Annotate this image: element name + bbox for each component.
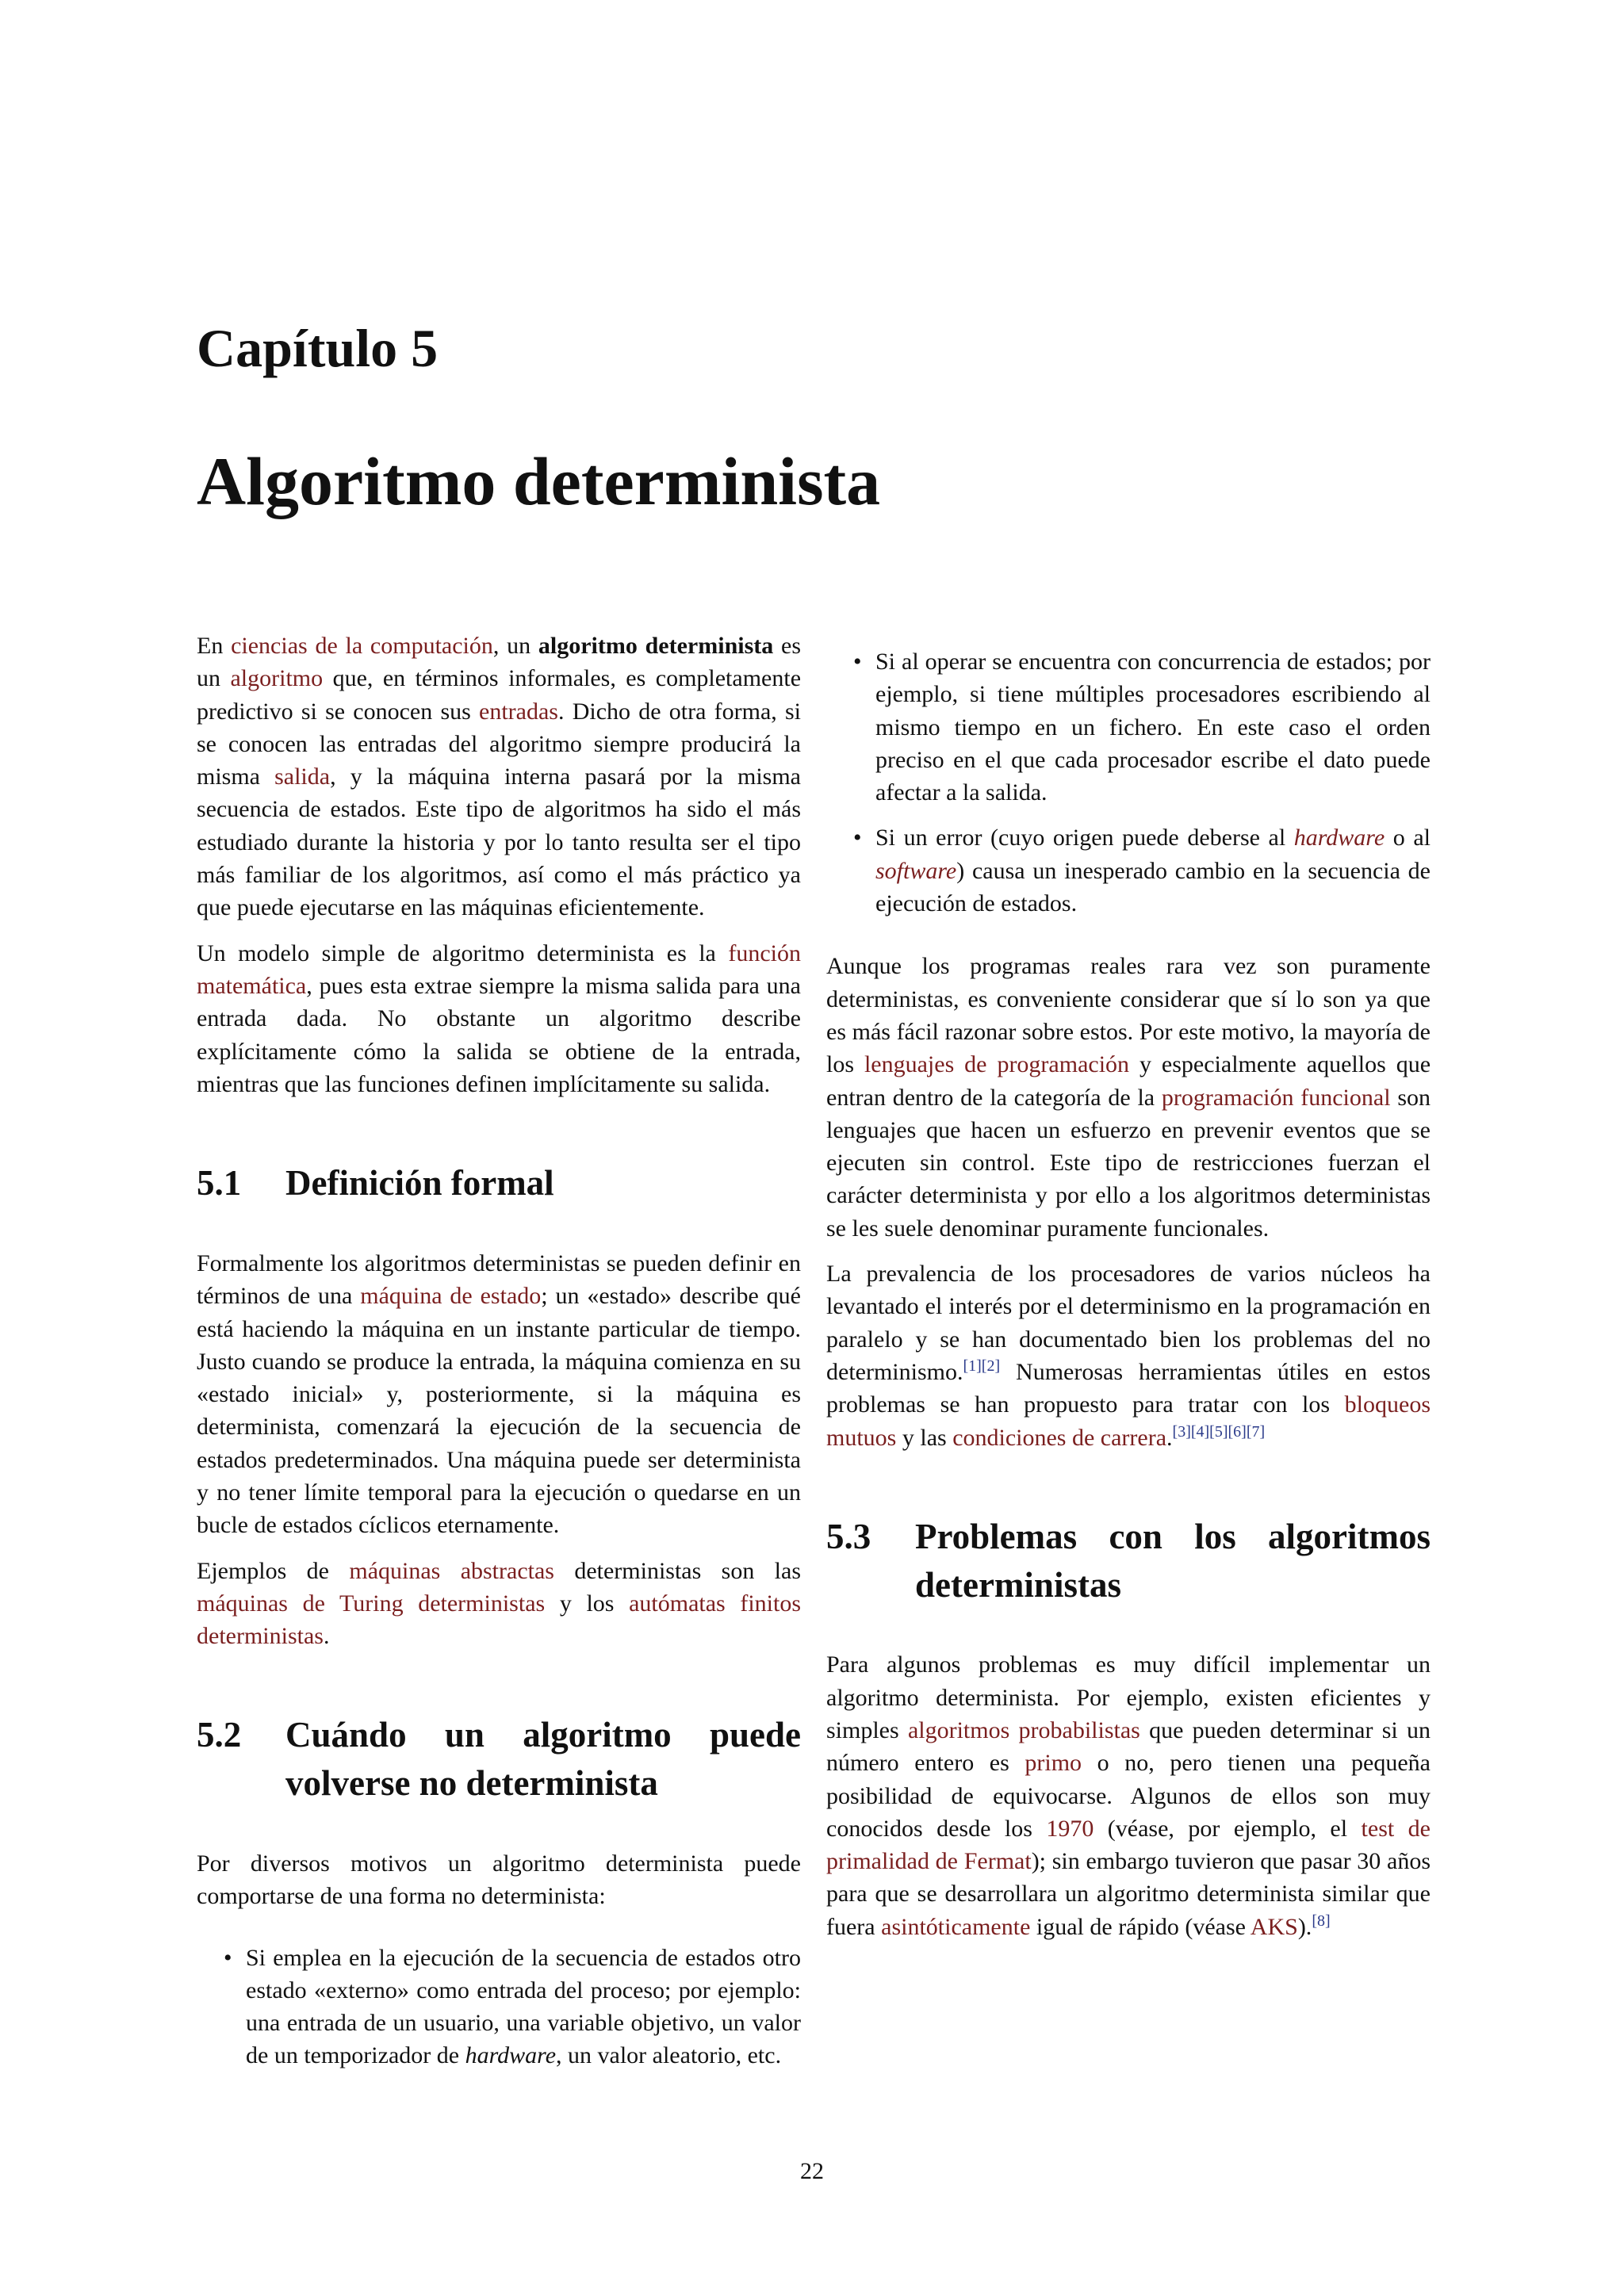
section-title: Definición formal bbox=[285, 1163, 554, 1203]
link-software[interactable]: software bbox=[875, 857, 957, 884]
link-lenguajes-programacion[interactable]: lenguajes de programación bbox=[864, 1051, 1130, 1078]
link-test-fermat[interactable]: test de primalidad de Fermat bbox=[826, 1815, 1431, 1875]
text: . Dicho de otra forma, si se conocen las entradas del algoritmo siempre producirá la misma bbox=[197, 698, 801, 790]
section-5-2-paragraph-1: Por diversos motivos un algoritmo determinista puede comportarse de una forma no determinista: bbox=[197, 1850, 801, 1910]
section-5-2-paragraph-2 bbox=[826, 950, 1431, 1245]
link-ciencias-computacion[interactable]: ciencias de la computación bbox=[231, 633, 493, 659]
text: que, en términos informales, es completamente predictivo si se conocen sus bbox=[197, 665, 802, 725]
text: o al bbox=[1385, 825, 1431, 851]
chapter-label: Capítulo 5 bbox=[197, 318, 439, 378]
text: Formalmente los algoritmos deterministas se pueden definir en términos de una bbox=[197, 1249, 801, 1310]
section-5-3-paragraph-1 bbox=[826, 1648, 1431, 1943]
text: ). bbox=[1297, 1913, 1312, 1940]
text: , un bbox=[492, 633, 538, 659]
text: . bbox=[1166, 1424, 1173, 1451]
text: que pueden determinar si un número entero es bbox=[826, 1716, 1431, 1777]
text: La prevalencia de los procesadores de varios núcleos ha levantado el interés por el determinismo en la programación en paralelo y se han documentado bien los problemas del no determinismo. bbox=[826, 1261, 1431, 1385]
text: es un bbox=[197, 633, 802, 692]
text: y los bbox=[545, 1590, 630, 1617]
bullet-list-part-1 bbox=[197, 1942, 801, 2072]
link-funcion-matematica[interactable]: función matemática bbox=[197, 939, 801, 999]
section-heading-5-2 bbox=[197, 1711, 801, 1808]
text: Numerosas herramientas útiles en estos problemas se han propuesto para tratar con los bbox=[826, 1358, 1431, 1418]
text: Si emplea en la ejecución de la secuencia de estados otro estado «externo» como entrada del proceso; por ejemplo: una entrada de un usuario, una variable objetivo, un valor de un temporizador de bbox=[246, 1944, 801, 2069]
link-1970[interactable]: 1970 bbox=[1046, 1815, 1094, 1842]
section-heading-5-3 bbox=[826, 1513, 1431, 1609]
section-title: Cuándo un algoritmo puede volverse no determinista bbox=[285, 1715, 801, 1804]
page-number: 22 bbox=[800, 2158, 824, 2184]
list-item bbox=[197, 1942, 801, 2072]
section-title: Problemas con los algoritmos deterministas bbox=[915, 1516, 1431, 1605]
link-maquinas-turing[interactable]: máquinas de Turing deterministas bbox=[197, 1590, 546, 1617]
left-column bbox=[197, 629, 801, 2103]
list-item bbox=[826, 821, 1431, 920]
text: igual de rápido (véase bbox=[1030, 1913, 1251, 1940]
text: Ejemplos de bbox=[197, 1557, 350, 1584]
text: . bbox=[323, 1623, 330, 1650]
reference-3-7[interactable]: [3][4][5][6][7] bbox=[1172, 1422, 1266, 1441]
link-hardware[interactable]: hardware bbox=[1293, 825, 1385, 851]
link-algoritmos-probabilistas[interactable]: algoritmos probabilistas bbox=[907, 1716, 1140, 1743]
section-5-2-paragraph-3 bbox=[826, 1257, 1431, 1454]
text: ) causa un inesperado cambio en la secuencia de ejecución de estados. bbox=[875, 857, 1431, 917]
link-programacion-funcional[interactable]: programación funcional bbox=[1161, 1084, 1391, 1111]
section-number: 5.2 bbox=[197, 1715, 242, 1755]
link-algoritmo[interactable]: algoritmo bbox=[230, 665, 324, 692]
link-salida[interactable]: salida bbox=[274, 763, 331, 790]
section-number: 5.3 bbox=[826, 1516, 871, 1556]
section-5-1-paragraph-1 bbox=[197, 1247, 801, 1542]
text: y especialmente aquellos que entran dentro de la categoría de la bbox=[826, 1051, 1431, 1111]
text: o no, pero tienen una pequeña posibilidad de equivocarse. Algunos de ellos son muy conocidos desde los bbox=[826, 1750, 1431, 1842]
text: , un valor aleatorio, etc. bbox=[556, 2042, 782, 2069]
term-hardware: hardware bbox=[465, 2042, 557, 2069]
reference-1-2[interactable]: [1][2] bbox=[963, 1357, 1001, 1375]
section-heading-5-1 bbox=[197, 1159, 801, 1207]
term-algoritmo-determinista: algoritmo determinista bbox=[538, 633, 774, 659]
link-primo[interactable]: primo bbox=[1025, 1750, 1082, 1777]
link-maquinas-abstractas[interactable]: máquinas abstractas bbox=[349, 1557, 554, 1584]
link-asintoticamente[interactable]: asintóticamente bbox=[881, 1913, 1031, 1940]
text: , pues esta extrae siempre la misma salida para una entrada dada. No obstante un algoritmo describe explícitamente cómo la salida se obtiene de la entrada, mientras que las funciones definen implícitamente su salida. bbox=[197, 972, 801, 1097]
link-automatas-finitos[interactable]: autómatas finitos deterministas bbox=[197, 1590, 801, 1650]
link-aks[interactable]: AKS bbox=[1250, 1913, 1298, 1940]
intro-paragraph-2 bbox=[197, 937, 801, 1100]
text: ); sin embargo tuvieron que pasar 30 años para que se desarrollara un algoritmo determinista similar que fuera bbox=[826, 1848, 1431, 1940]
text: Aunque los programas reales rara vez son puramente deterministas, es conveniente considerar que sí lo son ya que es más fácil razonar sobre estos. Por este motivo, la mayoría de los bbox=[826, 953, 1431, 1078]
link-condiciones-carrera[interactable]: condiciones de carrera bbox=[952, 1424, 1167, 1451]
text: son lenguajes que hacen un esfuerzo en prevenir eventos que se ejecuten sin control. Este tipo de restricciones fuerzan el carácter determinista y por ello a los algoritmos deterministas se les suele denominar puramente funcionales. bbox=[826, 1084, 1431, 1242]
text: Un modelo simple de algoritmo determinista es la bbox=[197, 939, 729, 966]
section-5-1-paragraph-2 bbox=[197, 1555, 801, 1653]
text: deterministas son las bbox=[553, 1557, 801, 1584]
intro-paragraph-1 bbox=[197, 629, 801, 924]
chapter-title: Algoritmo determinista bbox=[197, 443, 881, 519]
list-item: • Si al operar se encuentra con concurrencia de estados; por ejemplo, si tiene múltiples procesadores escribiendo al mismo tiempo en un fichero. En este caso el orden preciso en el que cada procesador escribe el dato puede afectar a la salida. bbox=[826, 645, 1431, 809]
text: ; un «estado» describe qué está haciendo la máquina en un instante particular de tiempo. Justo cuando se produce la entrada, la máquina comienza en su «estado inicial» y, posteriormente, si la máquina es determinista, comenzará la ejecución de la secuencia de estados predeterminados. Una máquina puede ser determinista y no tener límite temporal para la ejecución o quedarse en un bucle de estados cíclicos eternamente. bbox=[197, 1283, 801, 1539]
bullet-list-part-2 bbox=[826, 645, 1431, 920]
text: Para algunos problemas es muy difícil implementar un algoritmo determinista. Por ejemplo, existen eficientes y simples bbox=[826, 1651, 1431, 1743]
section-number: 5.1 bbox=[197, 1163, 242, 1203]
text: (véase, por ejemplo, el bbox=[1094, 1815, 1362, 1842]
link-bloqueos-mutuos[interactable]: bloqueos mutuos bbox=[826, 1391, 1431, 1451]
link-entradas[interactable]: entradas bbox=[479, 698, 558, 725]
text: y las bbox=[896, 1424, 953, 1451]
link-maquina-estado[interactable]: máquina de estado bbox=[360, 1283, 542, 1310]
text: Si un error (cuyo origen puede deberse al bbox=[875, 825, 1294, 851]
reference-8[interactable]: [8] bbox=[1312, 1911, 1331, 1930]
text: , y la máquina interna pasará por la misma secuencia de estados. Este tipo de algoritmos ha sido el más estudiado durante la historia y por lo tanto resulta ser el tipo más familiar de los algoritmos, así como el más práctico ya que puede ejecutarse en las máquinas eficientemente. bbox=[197, 763, 801, 921]
text: En bbox=[197, 633, 232, 659]
right-column bbox=[826, 629, 1431, 1956]
